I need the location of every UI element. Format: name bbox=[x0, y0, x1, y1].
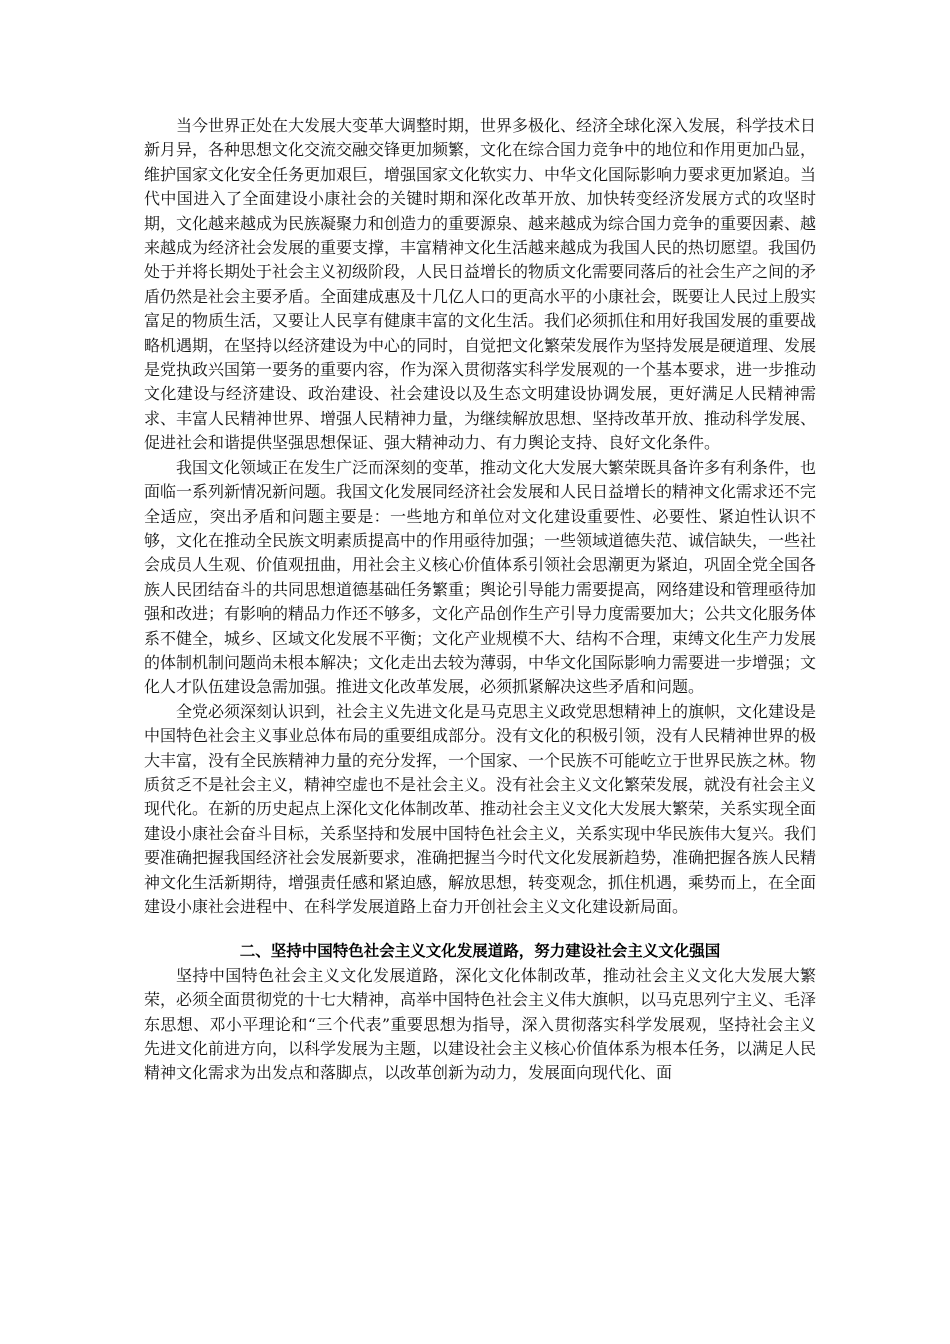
section-paragraph-1: 坚持中国特色社会主义文化发展道路，深化文化体制改革，推动社会主义文化大发展大繁荣，必须全面贯彻党的十七大精神，高举中国特色社会主义伟大旗帜，以马克思列宁主义、毛泽东思想、邓小平理论和“三个代表”重要思想为指导，深入贯彻落实科学发展观，坚持社会主义先进文化前进方向，以科学发展为主题，以建设社会主义核心价值体系为根本任务，以满足人民精神文化需求为出发点和落脚点，以改革创新为动力，发展面向现代化、面 bbox=[144, 965, 817, 1083]
section-heading: 二、坚持中国特色社会主义文化发展道路，努力建设社会主义文化强国 bbox=[239, 942, 721, 961]
body-paragraph-3: 全党必须深刻认识到，社会主义先进文化是马克思主义政党思想精神上的旗帜，文化建设是中国特色社会主义事业总体布局的重要组成部分。没有文化的积极引领，没有人民精神世界的极大丰富，没有全民族精神力量的充分发挥，一个国家、一个民族不可能屹立于世界民族之林。物质贫乏不是社会主义，精神空虚也不是社会主义。没有社会主义文化繁荣发展，就没有社会主义现代化。在新的历史起点上深化文化体制改革、推动社会主义文化大发展大繁荣，关系实现全面建设小康社会奋斗目标，关系坚持和发展中国特色社会主义，关系实现中华民族伟大复兴。我们要准确把握我国经济社会发展新要求，准确把握当今时代文化发展新趋势，准确把握各族人民精神文化生活新期待，增强责任感和紧迫感，解放思想，转变观念，抓住机遇，乘势而上，在全面建设小康社会进程中、在科学发展道路上奋力开创社会主义文化建设新局面。 bbox=[144, 701, 817, 916]
body-paragraph-1: 当今世界正处在大发展大变革大调整时期，世界多极化、经济全球化深入发展，科学技术日新月异，各种思想文化交流交融交锋更加频繁，文化在综合国力竞争中的地位和作用更加凸显，维护国家文化安全任务更加艰巨，增强国家文化软实力、中华文化国际影响力要求更加紧迫。当代中国进入了全面建设小康社会的关键时期和深化改革开放、加快转变经济发展方式的攻坚时期，文化越来越成为民族凝聚力和创造力的重要源泉、越来越成为综合国力竞争的重要因素、越来越成为经济社会发展的重要支撑，丰富精神文化生活越来越成为我国人民的热切愿望。我国仍处于并将长期处于社会主义初级阶段，人民日益增长的物质文化需要同落后的社会生产之间的矛盾仍然是社会主要矛盾。全面建成惠及十几亿人口的更高水平的小康社会，既要让人民过上殷实富足的物质生活，又要让人民享有健康丰富的文化生活。我们必须抓住和用好我国发展的重要战略机遇期，在坚持以经济建设为中心的同时，自觉把文化繁荣发展作为坚持发展是硬道理、发展是党执政兴国第一要务的重要内容，作为深入贯彻落实科学发展观的一个基本要求，进一步推动文化建设与经济建设、政治建设、社会建设以及生态文明建设协调发展，更好满足人民精神需求、丰富人民精神世界、增强人民精神力量，为继续解放思想、坚持改革开放、推动科学发展、促进社会和谐提供坚强思想保证、强大精神动力、有力舆论支持、良好文化条件。 bbox=[144, 116, 817, 453]
body-paragraph-2: 我国文化领域正在发生广泛而深刻的变革，推动文化大发展大繁荣既具备许多有利条件，也面临一系列新情况新问题。我国文化发展同经济社会发展和人民日益增长的精神文化需求还不完全适应，突出矛盾和问题主要是：一些地方和单位对文化建设重要性、必要性、紧迫性认识不够，文化在推动全民族文明素质提高中的作用亟待加强；一些领域道德失范、诚信缺失，一些社会成员人生观、价值观扭曲，用社会主义核心价值体系引领社会思潮更为紧迫，巩固全党全国各族人民团结奋斗的共同思想道德基础任务繁重；舆论引导能力需要提高，网络建设和管理亟待加强和改进；有影响的精品力作还不够多，文化产品创作生产引导力度需要加大；公共文化服务体系不健全，城乡、区域文化发展不平衡；文化产业规模不大、结构不合理，束缚文化生产力发展的体制机制问题尚未根本解决；文化走出去较为薄弱，中华文化国际影响力需要进一步增强；文化人才队伍建设急需加强。推进文化改革发展，必须抓紧解决这些矛盾和问题。 bbox=[144, 457, 817, 697]
document-body bbox=[144, 114, 816, 1086]
